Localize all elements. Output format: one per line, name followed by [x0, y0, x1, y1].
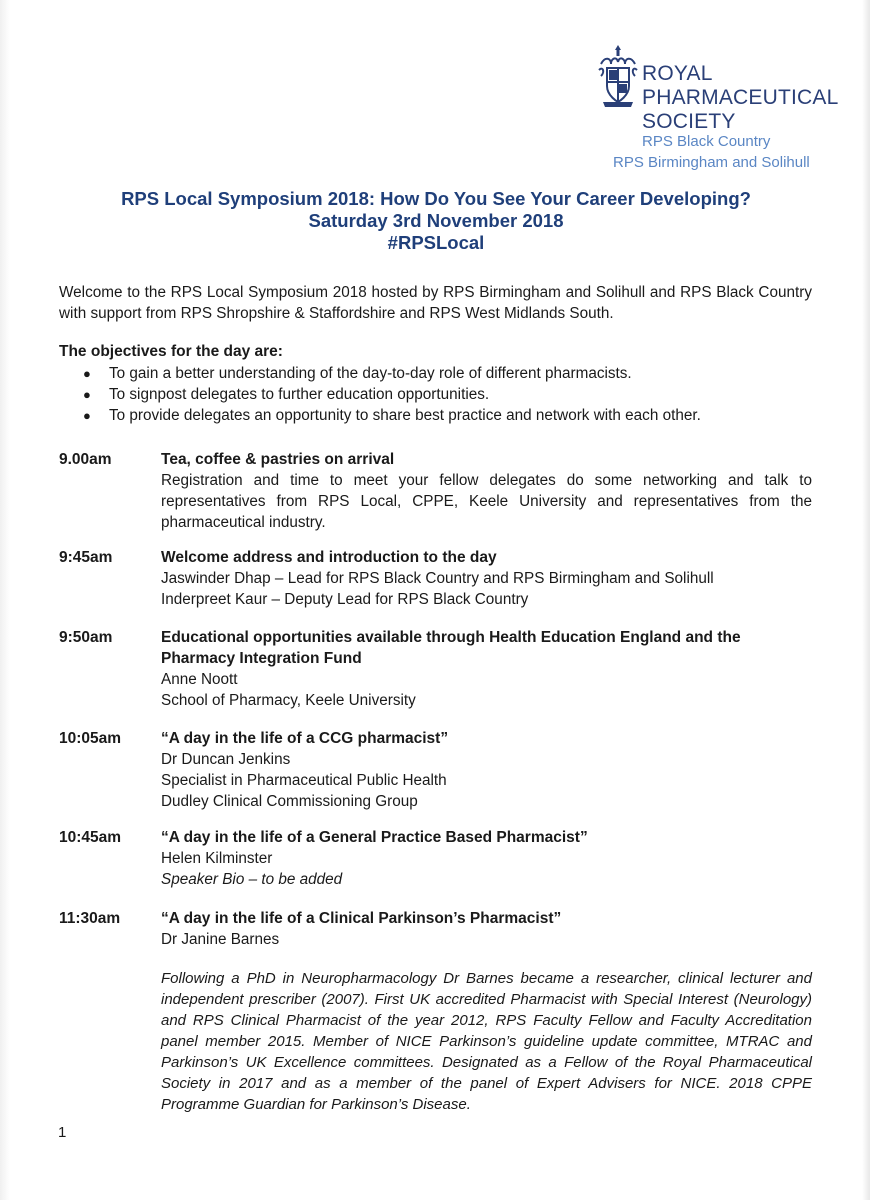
agenda-description: Registration and time to meet your fellow delegates do some networking and talk to representatives from RPS Local, CPPE, Keele University and representatives from the pharmaceutical industry. [161, 472, 812, 531]
agenda-title: Educational opportunities available through Health Education England and the Pharmacy Integration Fund [161, 629, 741, 667]
page-number: 1 [58, 1124, 67, 1141]
agenda-time: 9:45am [59, 549, 113, 566]
page-shadow-left [0, 0, 10, 1200]
agenda-speaker: Jaswinder Dhap – Lead for RPS Black Country and RPS Birmingham and Solihull [161, 570, 714, 587]
agenda-time: 10:45am [59, 829, 122, 846]
page-shadow-right [862, 0, 870, 1200]
agenda-speaker: Helen Kilminster [161, 850, 273, 867]
document-title [60, 188, 812, 254]
agenda-affiliation: Dudley Clinical Commissioning Group [161, 793, 418, 810]
branch-birmingham-solihull: RPS Birmingham and Solihull [613, 154, 810, 171]
intro-paragraph: Welcome to the RPS Local Symposium 2018 hosted by RPS Birmingham and Solihull and RPS Black Country with support from RPS Shropshire & Staffordshire and RPS West Midlands South. [59, 284, 812, 322]
agenda-time: 9:50am [59, 629, 113, 646]
speaker-bio: Following a PhD in Neuropharmacology Dr Barnes became a researcher, clinical lecturer and independent prescriber (2007). First UK accredited Pharmacist with Special Interest (Neurology) and RPS Clinical Pharmacist of the year 2012, RPS Faculty Fellow and Faculty Accreditation panel member 2015. Member of NICE Parkinson’s guideline update committee, MTRAC and Parkinson’s UK Excellence committees. Designated as a Fellow of the Royal Pharmaceutical Society in 2017 and as a member of the panel of Expert Advisers for NICE. 2018 CPPE Programme Guardian for Parkinson’s Disease. [161, 970, 812, 1113]
agenda-speaker: Anne Noott [161, 671, 238, 688]
agenda-title: “A day in the life of a CCG pharmacist” [161, 730, 449, 747]
branch-black-country: RPS Black Country [642, 133, 771, 150]
logo-text-pharmaceutical: PHARMACEUTICAL [642, 86, 839, 109]
bullet-icon: ● [83, 366, 91, 381]
bullet-icon: ● [83, 408, 91, 423]
agenda-speaker-bio-note: Speaker Bio – to be added [161, 871, 343, 888]
title-line-hashtag: #RPSLocal [387, 232, 485, 253]
objective-item: ● To signpost delegates to further education opportunities. [83, 386, 490, 403]
objectives-heading: The objectives for the day are: [59, 343, 283, 360]
agenda-affiliation: School of Pharmacy, Keele University [161, 692, 416, 709]
agenda-title: “A day in the life of a General Practice Based Pharmacist” [161, 829, 588, 846]
agenda-time: 11:30am [59, 910, 121, 927]
crest-icon [597, 44, 639, 110]
agenda-speaker: Inderpreet Kaur – Deputy Lead for RPS Black Country [161, 591, 529, 608]
agenda-title: “A day in the life of a Clinical Parkinson’s Pharmacist” [161, 910, 562, 927]
objectives-list [83, 363, 701, 426]
logo-text-royal: ROYAL [642, 62, 713, 85]
rps-logo [597, 44, 839, 174]
agenda-time: 10:05am [59, 730, 122, 747]
title-line-event: RPS Local Symposium 2018: How Do You See Your Career Developing? [121, 188, 751, 209]
objective-item: ● To provide delegates an opportunity to share best practice and network with each other. [83, 407, 701, 424]
bullet-icon: ● [83, 387, 91, 402]
title-line-date: Saturday 3rd November 2018 [308, 210, 564, 231]
logo-text-society: SOCIETY [642, 110, 736, 133]
agenda-time: 9.00am [59, 451, 112, 468]
agenda-title: Welcome address and introduction to the day [161, 549, 497, 566]
agenda-speaker: Dr Janine Barnes [161, 931, 280, 948]
agenda-role: Specialist in Pharmaceutical Public Health [161, 772, 447, 789]
agenda-speaker: Dr Duncan Jenkins [161, 751, 291, 768]
objective-item: ● To gain a better understanding of the day-to-day role of different pharmacists. [83, 365, 632, 382]
agenda-title: Tea, coffee & pastries on arrival [161, 451, 395, 468]
